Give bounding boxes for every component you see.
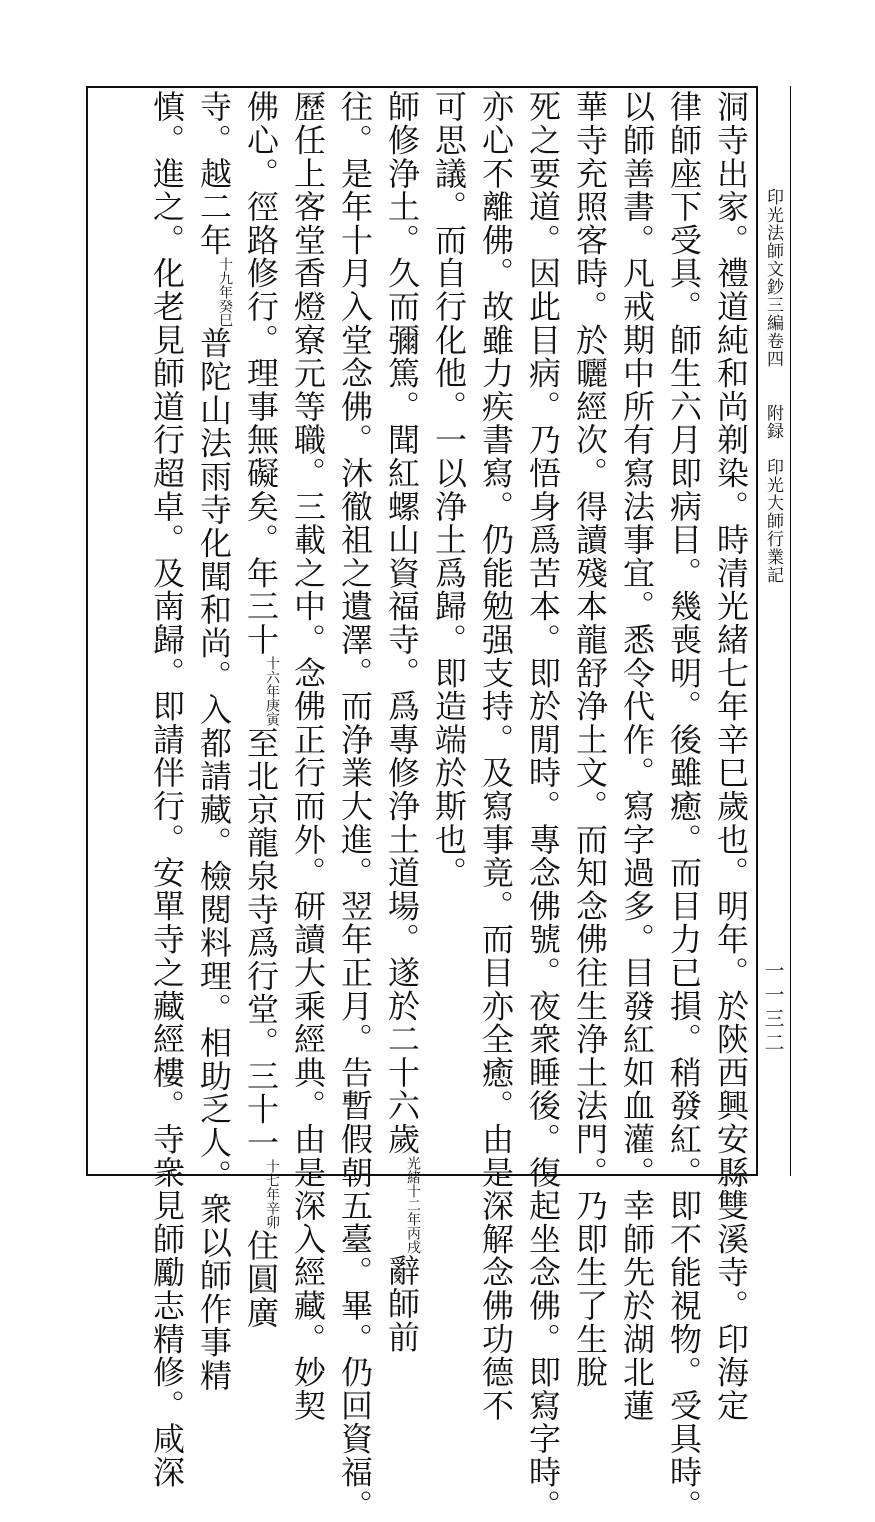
- column-text: 洞寺出家。禮道純和尚剃染。時清光緒七年辛巳歲也。明年。於陝西興安縣雙溪寺。印海定: [712, 90, 750, 1422]
- margin-rule: [790, 86, 791, 1176]
- interlinear-note: 十六年庚寅: [264, 656, 280, 727]
- column-text: 往。是年十月入堂念佛。沐徹祖之遺澤。而浄業大進。翌年正月。告暫假朝五臺。畢。仍回資福。: [336, 90, 374, 1522]
- column-text-continued: 至北京龍泉寺爲行堂。三十一: [242, 726, 280, 1160]
- text-column-11: [242, 90, 280, 1329]
- column-text: 慎。進之。化老見師道行超卓。及南歸。即請伴行。安單寺之藏經樓。寺衆見師勵志精修。咸深: [148, 90, 186, 1489]
- column-text: 死之要道。因此目病。乃悟身爲苦本。即於閒時。專念佛號。夜衆睡後。復起坐念佛。即寫字時。: [524, 90, 562, 1522]
- text-column-3: [618, 90, 656, 1422]
- column-text-continued: 住圓廣: [242, 1229, 280, 1329]
- column-text: 律師座下受具。師生六月即病目。幾喪明。後雖癒。而目力已損。稍發紅。即不能視物。受具時。: [665, 90, 703, 1522]
- column-text: 華寺充照客時。於曬經次。得讀殘本龍舒浄土文。而知念佛往生浄土法門。乃即生了生脫: [571, 90, 609, 1389]
- text-column-2: [665, 90, 703, 1522]
- column-text: 亦心不離佛。故雖力疾書寫。仍能勉强支持。及寫事竟。而目亦全癒。由是深解念佛功德不: [477, 90, 515, 1422]
- interlinear-note: 十七年辛卯: [264, 1159, 280, 1230]
- column-text: 以師善書。凡戒期中所有寫法事宜。悉令代作。寫字過多。目發紅如血灌。幸師先於湖北蓮: [618, 90, 656, 1422]
- column-text: 師修浄土。久而彌篤。聞紅螺山資福寺。爲專修浄土道場。遂於二十六歲: [383, 90, 421, 1156]
- text-column-1: [712, 90, 750, 1422]
- page-number: 一一三二: [761, 960, 785, 1056]
- text-column-12: [195, 90, 233, 1392]
- text-column-7: [430, 90, 468, 889]
- column-text: 歷任上客堂香燈寮元等職。三載之中。念佛正行而外。研讀大乘經典。由是深入經藏。妙契: [289, 90, 327, 1422]
- running-title: 印光法師文鈔三編卷四 附録 印光大師行業記: [763, 188, 783, 584]
- column-text-continued: 普陀山法雨寺化聞和尚。入都請藏。檢閱料理。相助乏人。衆以師作事精: [195, 326, 233, 1393]
- text-column-5: [524, 90, 562, 1522]
- text-column-4: [571, 90, 609, 1389]
- column-text: 可思議。而自行化他。一以浄土爲歸。即造端於斯也。: [430, 90, 468, 890]
- text-column-6: [477, 90, 515, 1422]
- text-column-10: [289, 90, 327, 1422]
- interlinear-note: 十九年癸巳: [217, 256, 233, 327]
- column-text-continued: 辭師前: [383, 1253, 421, 1354]
- interlinear-note: 光緒十二年丙戌: [405, 1155, 421, 1254]
- column-text: 寺。越二年: [195, 90, 233, 257]
- frame-top-rule: [86, 86, 756, 88]
- text-column-9: [336, 90, 374, 1522]
- text-column-8: [383, 90, 421, 1354]
- text-column-13: [148, 90, 186, 1489]
- column-text: 佛心。徑路修行。理事無礙矣。年三十: [242, 90, 280, 657]
- frame-left-rule: [86, 86, 88, 1176]
